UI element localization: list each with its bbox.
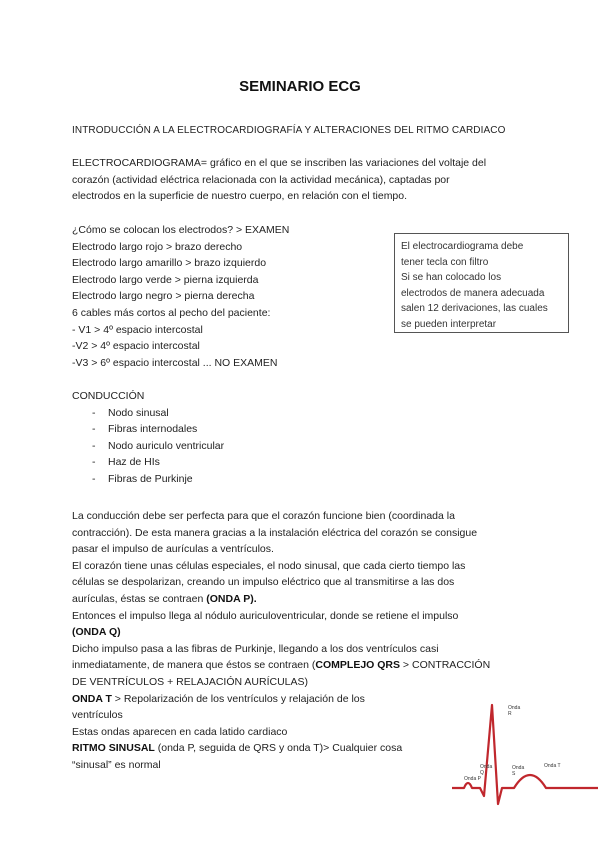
- list-item: - Fibras internodales: [72, 421, 224, 438]
- body-line: inmediatamente, de manera que éstos se contraen (COMPLEJO QRS > CONTRACCIÓN: [72, 659, 491, 672]
- note-line: electrodos de manera adecuada: [401, 287, 545, 299]
- ecg-trace: [452, 705, 598, 804]
- conduccion-list: [72, 405, 224, 488]
- body-line: Estas ondas aparecen en cada latido cardiaco: [72, 725, 288, 738]
- onda-q-label: (ONDA Q): [72, 626, 121, 639]
- list-item: - Nodo auriculo ventricular: [72, 438, 224, 455]
- note-line: salen 12 derivaciones, las cuales: [401, 303, 548, 314]
- onda-t-label: ONDA T: [72, 692, 112, 705]
- note-line: tener tecla con filtro: [401, 256, 489, 268]
- body-line: El corazón tiene unas células especiales, el nodo sinusal, que cada cierto tiempo las: [72, 559, 466, 572]
- ecg-label-r1: Onda: [508, 705, 521, 711]
- body-line: Entonces el impulso llega al nódulo auriculoventricular, donde se retiene el impulso: [72, 609, 459, 622]
- list-item: - Haz de HIs: [72, 454, 224, 471]
- electrodes-line: -V3 > 6º espacio intercostal ... NO EXAMEN: [72, 356, 278, 369]
- list-item: - Fibras de Purkinje: [72, 471, 224, 488]
- definition-line: ELECTROCARDIOGRAMA= gráfico en el que se inscriben las variaciones del voltaje del: [72, 157, 487, 169]
- conduccion-section: [72, 388, 224, 488]
- ecg-label-s2: S: [512, 771, 516, 777]
- electrodes-line: Electrodo largo negro > pierna derecha: [72, 290, 255, 303]
- body-line: RITMO SINUSAL (onda P, seguida de QRS y onda T)> Cualquier cosa: [72, 742, 403, 755]
- list-item: - Nodo sinusal: [72, 405, 224, 422]
- body-line: [72, 624, 532, 641]
- note-line: se pueden interpretar: [401, 318, 497, 330]
- body-line: La conducción debe ser perfecta para que el corazón funcione bien (coordinada la: [72, 510, 455, 522]
- subtitle: INTRODUCCIÓN A LA ELECTROCARDIOGRAFÍA Y ALTERACIONES DEL RITMO CARDIACO: [72, 125, 506, 136]
- note-line: Si se han colocado los: [401, 272, 502, 283]
- ecg-label-s1: Onda: [512, 765, 525, 771]
- ecg-label-r2: R: [508, 711, 512, 717]
- complejo-qrs-label: COMPLEJO QRS: [315, 659, 401, 672]
- body-line: contracción). De esta manera gracias a la instalación eléctrica del corazón se consigue: [72, 526, 478, 539]
- ecg-label-t: Onda T: [544, 763, 561, 769]
- ecg-diagram: [450, 700, 600, 810]
- body-line: ONDA T > Repolarización de los ventrículos y relajación de los: [72, 692, 365, 705]
- onda-p-label: (ONDA P).: [206, 592, 257, 605]
- definition-paragraph: [72, 155, 532, 205]
- electrodes-line: 6 cables más cortos al pecho del paciente:: [72, 306, 271, 319]
- body-line: “sinusal” es normal: [72, 758, 161, 771]
- ecg-label-q1: Onda: [480, 764, 493, 770]
- electrodes-line: Electrodo largo rojo > brazo derecho: [72, 240, 243, 253]
- note-box: [394, 233, 569, 333]
- body-line: Dicho impulso pasa a las fibras de Purkinje, llegando a los dos ventrículos casi: [72, 642, 439, 655]
- note-line: El electrocardiograma debe: [401, 241, 524, 252]
- body-line: aurículas, éstas se contraen (ONDA P).: [72, 592, 257, 605]
- electrodes-line: - V1 > 4º espacio intercostal: [72, 323, 203, 336]
- ritmo-sinusal-label: RITMO SINUSAL: [72, 742, 155, 755]
- ecg-label-q2: Q: [480, 770, 484, 776]
- body-line: células se despolarizan, creando un impulso eléctrico que al transmitirse a las dos: [72, 576, 455, 589]
- body-line: ventrículos: [72, 709, 123, 722]
- definition-line: electrodos en la superficie de nuestro cuerpo, en relación con el tiempo.: [72, 190, 408, 203]
- body-line: pasar el impulso de aurículas a ventrículos.: [72, 543, 274, 556]
- electrodes-line: ¿Cómo se colocan los electrodos? > EXAMEN: [72, 224, 290, 236]
- electrodes-list: [72, 222, 392, 371]
- page-title: SEMINARIO ECG: [239, 78, 361, 95]
- body-line: DE VENTRÍCULOS + RELAJACIÓN AURÍCULAS): [72, 675, 309, 688]
- definition-line: corazón (actividad eléctrica relacionada con la actividad mecánica), captadas por: [72, 173, 450, 186]
- electrodes-line: -V2 > 4º espacio intercostal: [72, 340, 200, 353]
- conduccion-heading: CONDUCCIÓN: [72, 390, 145, 402]
- electrodes-line: Electrodo largo verde > pierna izquierda: [72, 273, 259, 286]
- ecg-label-p: Onda P: [464, 776, 481, 782]
- electrodes-line: Electrodo largo amarillo > brazo izquierdo: [72, 257, 267, 270]
